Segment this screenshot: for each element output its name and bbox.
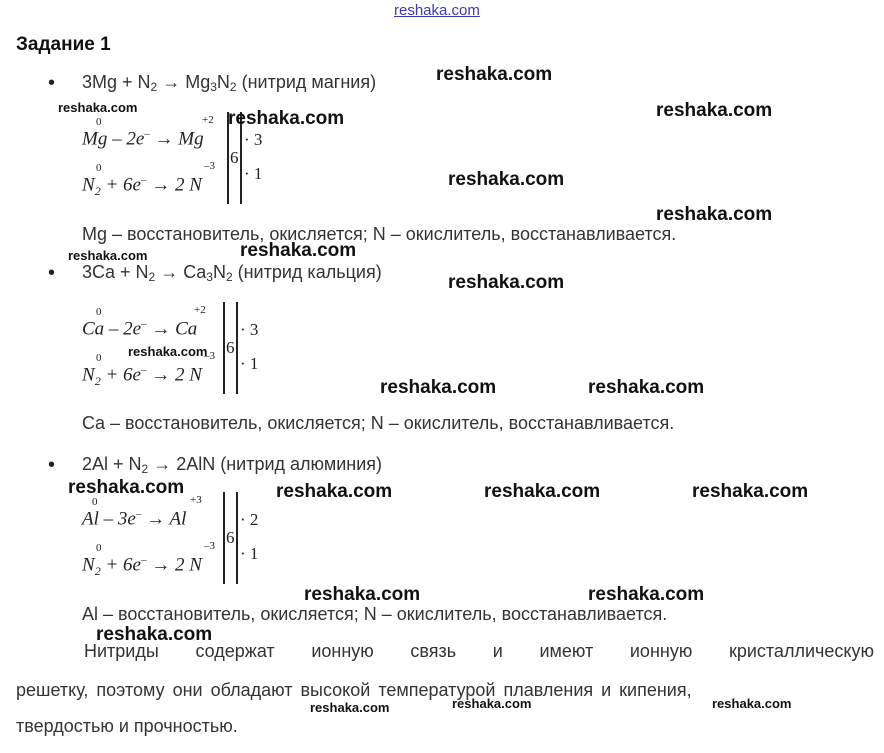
half-reaction-reduction: $N_2 + 6e^- \to 2$ N [82,364,202,389]
oxidation-state: 0 [96,306,102,318]
half-reaction-oxidation: Al – 3e– → Al [82,508,187,530]
word: Нитриды [84,641,159,661]
watermark: reshaka.com [240,240,357,261]
half-reaction-reduction: $N_2 + 6e^- \to 2$ N [82,554,202,579]
watermark: reshaka.com [96,624,213,645]
watermark: reshaka.com [448,169,565,190]
oxidation-state: –3 [204,350,215,362]
conclusion-line-3: твердостью и прочностью. [16,716,238,736]
oxidation-state: +3 [190,494,202,506]
word: кристаллическую [728,641,874,661]
bullet: • [48,262,56,284]
coefficient: · 3 [244,130,263,149]
balance-divider [236,492,238,584]
watermark: reshaka.com [276,481,393,502]
word: содержат [195,641,275,661]
conclusion-line-2: решетку, поэтому они обладают высокой температурой плавления и кипения, [16,680,692,700]
watermark: reshaka.com [484,481,601,502]
oxidation-state: +2 [194,304,206,316]
balance-divider [236,302,238,394]
watermark: reshaka.com [304,584,421,605]
reaction-1-equation: $3Mg + N_2 \to Mg_3N_2$ (нитрид магния) [82,72,377,94]
coefficient: · 1 [240,544,259,563]
watermark: reshaka.com [68,248,148,263]
watermark: reshaka.com [128,344,208,359]
coefficient: · 1 [244,164,263,183]
oxidation-state: 0 [96,542,102,554]
watermark: reshaka.com [310,700,390,715]
watermark: reshaka.com [656,100,773,121]
oxidation-state: +2 [202,114,214,126]
word: имеют [539,641,594,661]
half-reaction-oxidation: Mg – 2e– → Mg [82,128,204,150]
watermark: reshaka.com [588,377,705,398]
balance-divider [223,302,225,394]
word: ионную [629,641,693,661]
watermark: reshaka.com [656,204,773,225]
watermark: reshaka.com [58,100,138,115]
reaction-3-equation: $2Al + N_2 \to 2AlN$ (нитрид алюминия) [82,454,383,476]
oxidation-state: 0 [92,496,98,508]
reaction-1-conclusion: Mg – восстановитель, окисляется; N – окислитель, восстанавливается. [82,224,677,244]
task-title: Задание 1 [16,34,111,55]
balance-divider [223,492,225,584]
watermark: reshaka.com [436,64,553,85]
bullet: • [48,454,56,476]
watermark: reshaka.com [712,696,792,711]
watermark: reshaka.com [588,584,705,605]
coefficient: · 3 [240,320,259,339]
lcm-value: 6 [230,148,239,167]
oxidation-state: –3 [204,540,215,552]
coefficient: · 1 [240,354,259,373]
site-link[interactable]: reshaka.com [394,2,480,19]
bullet: • [48,72,56,94]
word: связь [410,641,457,661]
watermark: reshaka.com [228,108,345,129]
word: ионную [311,641,374,661]
oxidation-state: –3 [204,160,215,172]
lcm-value: 6 [226,528,235,547]
oxidation-state: 0 [96,352,102,364]
watermark: reshaka.com [68,477,185,498]
watermark: reshaka.com [452,696,532,711]
reaction-3-conclusion: Al – восстановитель, окисляется; N – окислитель, восстанавливается. [82,604,668,624]
oxidation-state: 0 [96,116,102,128]
watermark: reshaka.com [380,377,497,398]
coefficient: · 2 [240,510,259,529]
half-reaction-oxidation: Ca – 2e– → Ca [82,318,198,340]
watermark: reshaka.com [692,481,809,502]
reaction-2-equation: $3Ca + N_2 \to Ca_3N_2$ (нитрид кальция) [82,262,382,284]
lcm-value: 6 [226,338,235,357]
reaction-3-electron-balance [80,490,280,590]
oxidation-state: 0 [96,162,102,174]
watermark: reshaka.com [448,272,565,293]
half-reaction-reduction: $N_2 + 6e^- \to 2$ N [82,174,202,199]
word: и [492,641,503,661]
reaction-2-conclusion: Ca – восстановитель, окисляется; N – окислитель, восстанавливается. [82,413,675,433]
